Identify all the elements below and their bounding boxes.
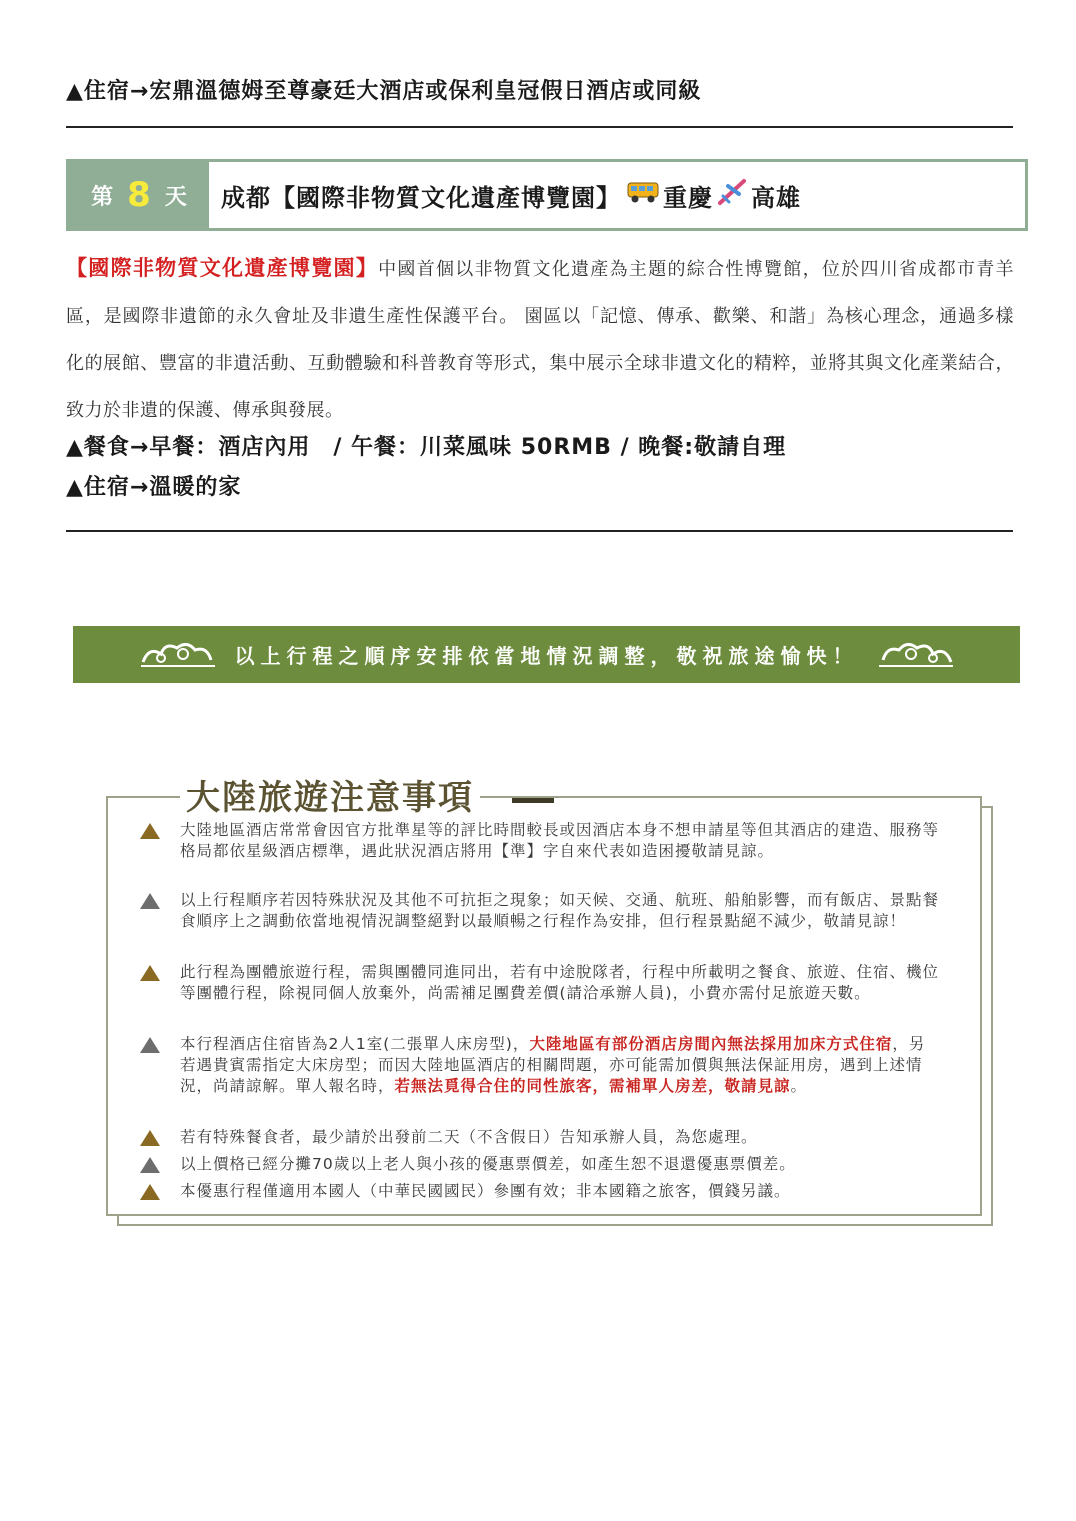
route-start: 成都【國際非物質文化遺產博覽園】 xyxy=(221,183,621,212)
notice-text: 以上行程順序若因特殊狀況及其他不可抗拒之現象；如天候、交通、航班、船舶影響，而有飯店、景點餐食順序上之調動依當地視情況調整絕對以最順暢之行程作為安排，但行程景點絕不減少，敬請見諒！ xyxy=(180,891,940,930)
day-suffix: 天 xyxy=(164,184,187,210)
notice-text xyxy=(180,1034,940,1097)
notice-item xyxy=(140,1127,940,1148)
notice-text: 本優惠行程僅適用本國人（中華民國國民）參團有效；非本國籍之旅客，價錢另議。 xyxy=(180,1182,791,1200)
meals-line: ▲餐食→早餐：酒店內用 / 午餐：川菜風味 50RMB / 晚餐:敬請自理 xyxy=(66,435,787,460)
triangle-bullet-icon xyxy=(140,1184,160,1200)
route-stop-chongqing: 重慶 xyxy=(663,183,713,212)
bus-icon xyxy=(627,179,659,211)
itinerary-banner xyxy=(73,626,1020,683)
notice-text: 若有特殊餐食者，最少請於出發前二天（不含假日）告知承辦人員，為您處理。 xyxy=(180,1128,758,1146)
notice-item xyxy=(140,962,940,1004)
notice-item xyxy=(140,1181,940,1202)
notice-text: 此行程為團體旅遊行程，需與團體同進同出，若有中途脫隊者，行程中所載明之餐食、旅遊、住宿、機位等團體行程，除視同個人放棄外，尚需補足團費差價(請洽承辦人員)，小費亦需付足旅遊天數。 xyxy=(180,963,940,1002)
notice-text-part: 本行程酒店住宿皆為2人1室(二張單人床房型)， xyxy=(180,1035,530,1053)
notice-text: 以上價格已經分攤70歲以上老人與小孩的優惠票價差，如產生恕不退還優惠票價差。 xyxy=(180,1155,796,1173)
triangle-bullet-icon xyxy=(140,823,160,839)
route-stop-kaohsiung: 高雄 xyxy=(751,183,801,212)
day-route xyxy=(221,162,801,228)
cloud-ornament-icon xyxy=(877,636,955,674)
cloud-ornament-icon xyxy=(139,636,217,674)
notice-item xyxy=(140,1034,940,1097)
notice-text-warning: 若無法覓得合住的同性旅客，需補單人房差，敬請見諒 xyxy=(394,1077,791,1095)
triangle-bullet-icon xyxy=(140,893,160,909)
title-dash xyxy=(512,798,554,803)
day-prefix: 第 xyxy=(91,184,114,210)
triangle-bullet-icon xyxy=(140,1157,160,1173)
top-lodging-line: ▲住宿→宏鼎溫德姆至尊豪廷大酒店或保利皇冠假日酒店或同級 xyxy=(66,79,702,104)
triangle-bullet-icon xyxy=(140,1037,160,1053)
day-heading xyxy=(66,159,1028,231)
divider xyxy=(66,126,1013,128)
attraction-description xyxy=(66,245,1014,434)
banner-text: 以上行程之順序安排依當地情況調整，敬祝旅途愉快！ xyxy=(234,644,859,668)
notice-item xyxy=(140,1154,940,1175)
day-number: 8 xyxy=(127,175,151,215)
attraction-name: 【國際非物質文化遺產博覽園】 xyxy=(66,256,379,280)
notice-title: 大陸旅遊注意事項 xyxy=(180,770,480,819)
attraction-body: 中國首個以非物質文化遺產為主題的綜合性博覽館，位於四川省成都市青羊區，是國際非遺節的永久會址及非遺生產性保護平台。 園區以「記憶、傳承、歡樂、和諧」為核心理念，通過多樣化的展館、豐富的非遺活動、互動體驗和科普教育等形式，集中展示全球非遺文化的精粹，並將其與文化產業結合，致力於非遺的保護、傳承與發展。 xyxy=(66,259,1014,421)
notice-item xyxy=(140,820,940,862)
notice-item xyxy=(140,890,940,932)
lodging-line: ▲住宿→溫暖的家 xyxy=(66,475,242,500)
divider xyxy=(66,530,1013,532)
notice-text-part: 。 xyxy=(790,1077,808,1095)
notice-text: 大陸地區酒店常常會因官方批準星等的評比時間較長或因酒店本身不想申請星等但其酒店的建造、服務等格局都依星級酒店標準，遇此狀況酒店將用【準】字自來代表如造困擾敬請見諒。 xyxy=(180,821,940,860)
notice-text-part: ，另若遇貴賓需指定大床房型；而因大陸地區酒店的相關問題，亦可能需加價與無法保証用房，遇到上述情況，尚請諒解。單人報名時， xyxy=(180,1035,926,1095)
triangle-bullet-icon xyxy=(140,1130,160,1146)
notice-text-warning: 大陸地區有部份酒店房間內無法採用加床方式住宿 xyxy=(529,1035,893,1053)
triangle-bullet-icon xyxy=(140,965,160,981)
day-badge xyxy=(69,162,209,228)
airplane-icon xyxy=(717,178,747,212)
